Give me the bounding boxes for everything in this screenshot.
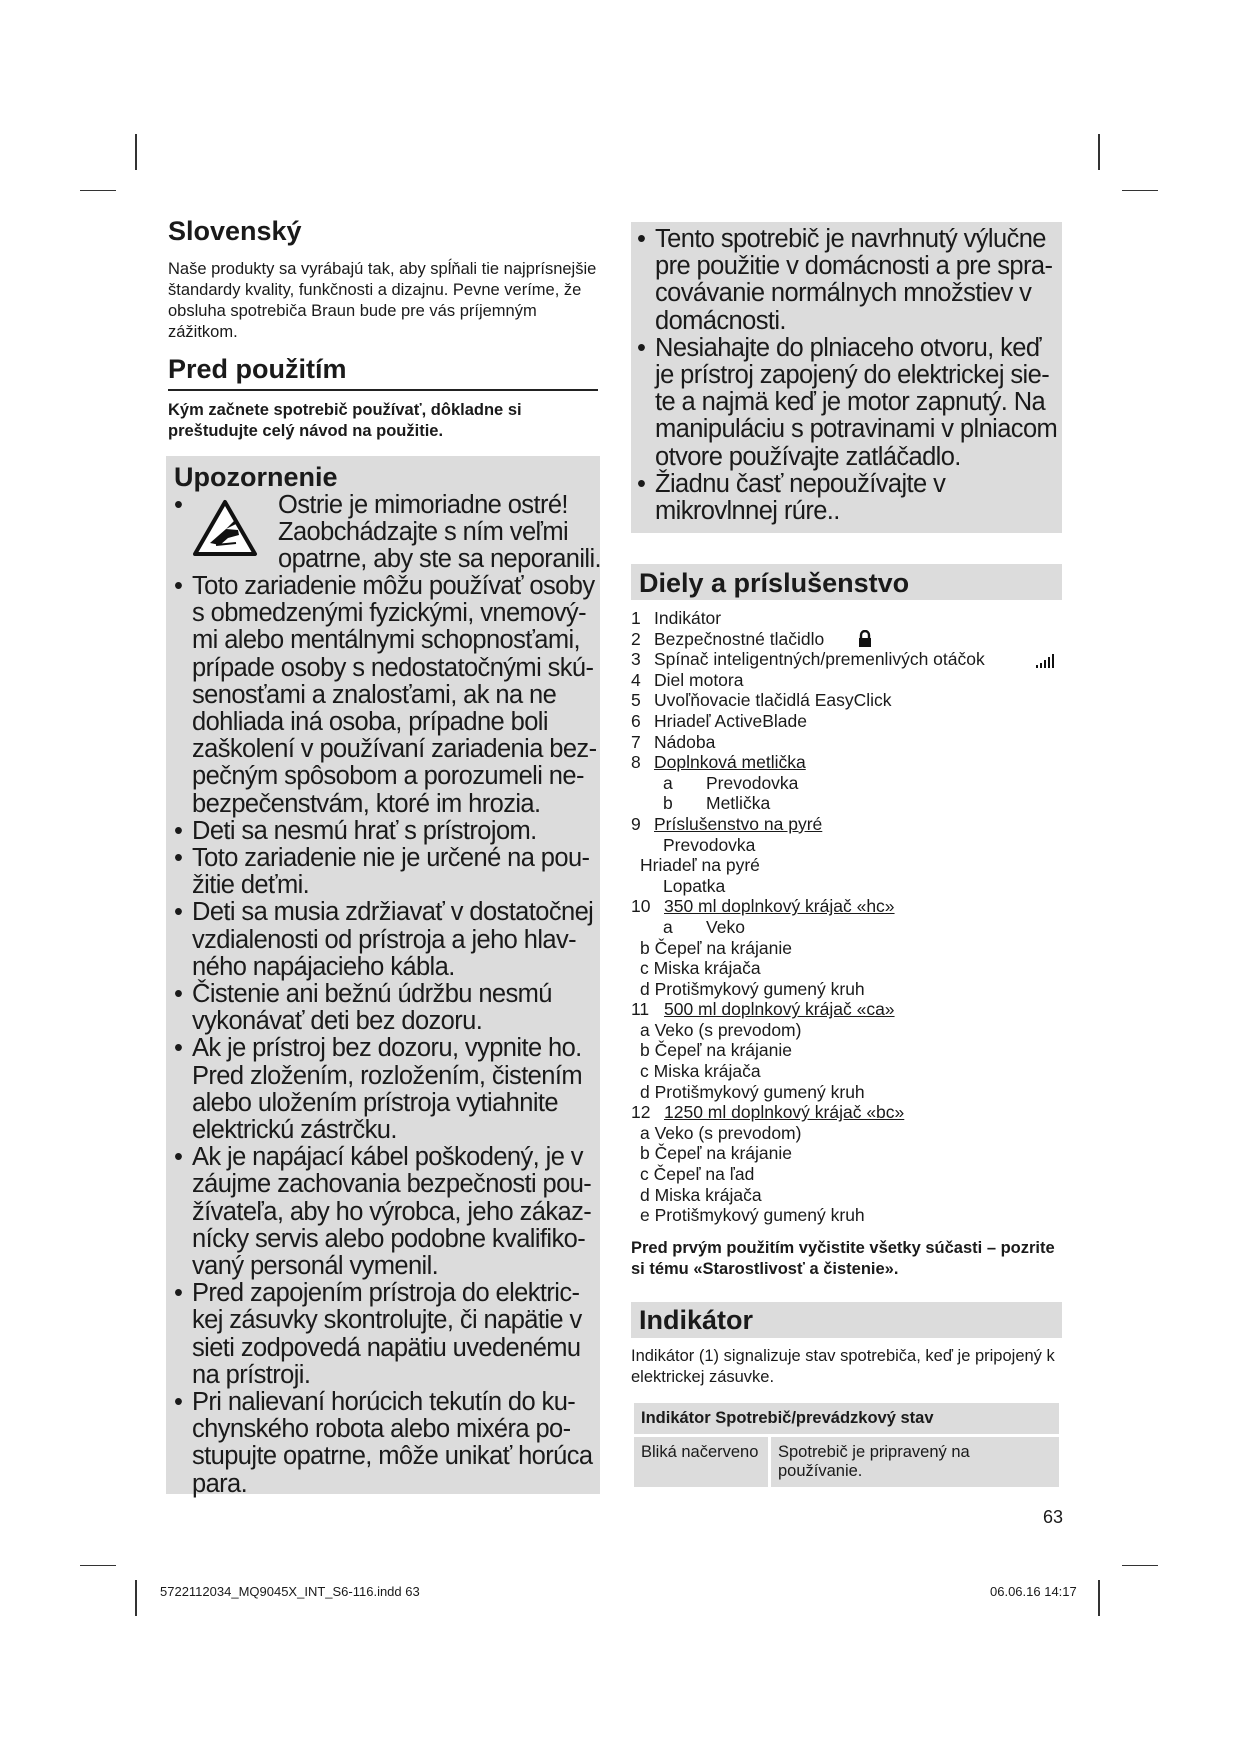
part-label: Nádoba bbox=[654, 731, 716, 752]
first-use-note: Pred prvým použitím vyčistite všetky súčasti – pozrite si tému «Starostlivosť a čistenie». bbox=[631, 1239, 1055, 1278]
part-label: Prevodovka bbox=[706, 772, 799, 793]
part-label: c Miska krájača bbox=[640, 1061, 761, 1082]
crop-mark bbox=[80, 190, 116, 191]
part-item bbox=[631, 1082, 1061, 1103]
part-number: 11 bbox=[631, 999, 650, 1020]
warning-item: Pri nalievaní horúcich tekutín do ku- chynského robota alebo mixéra po- stupujte opatrne, môže unikať horúca para. bbox=[192, 1388, 593, 1498]
crop-mark bbox=[1122, 1565, 1158, 1566]
bullet: • bbox=[174, 816, 183, 845]
part-label: Indikátor bbox=[654, 608, 722, 628]
part-label: d Protišmykový gumený kruh bbox=[640, 978, 865, 999]
bullet: • bbox=[174, 980, 183, 1008]
part-number: 5 bbox=[631, 690, 641, 711]
part-label: Veko bbox=[706, 916, 745, 937]
part-number: 7 bbox=[631, 731, 641, 752]
intro-text: Naše produkty sa vyrábajú tak, aby spĺňali tie najprísnejšie štandardy kvality, funkčnosti a dizajnu. Pevne veríme, že obsluha spotrebiča Braun bude pre vás príjemným zážitkom. bbox=[168, 260, 597, 341]
section-title-before-use: Pred použitím bbox=[168, 354, 598, 391]
indicator-text: Indikátor (1) signalizuje stav spotrebiča, keď je pripojený k elektrickej zásuvke. bbox=[631, 1347, 1055, 1386]
table-header: Indikátor Spotrebič/prevádzkový stav bbox=[633, 1402, 1061, 1436]
warning-item: Deti sa musia zdržiavať v dostatočnej vzdialenosti od prístroja a jeho hlav- ného napájacieho kábla. bbox=[192, 898, 594, 981]
part-number: b bbox=[663, 793, 673, 814]
parts-section-title: Diely a príslušenstvo bbox=[639, 568, 910, 598]
bullet: • bbox=[174, 844, 183, 872]
bullet: • bbox=[174, 491, 183, 519]
part-number: a bbox=[663, 916, 673, 937]
crop-mark bbox=[1122, 190, 1158, 191]
warning-item: Nesiahajte do plniaceho otvoru, keď je prístroj zapojený do elektrickej sie- te a najmä keď je motor zapnutý. Na manipuláciu s potravinami v plniacom otvore používajte zatláčadlo. bbox=[655, 333, 1058, 471]
part-item bbox=[631, 670, 1061, 691]
part-item bbox=[631, 938, 1061, 959]
warning-item: Deti sa nesmú hrať s prístrojom. bbox=[192, 816, 537, 845]
table-cell-state: Spotrebič je pripravený na používanie. bbox=[770, 1436, 1061, 1489]
part-item bbox=[631, 752, 1061, 773]
warning-item: Tento spotrebič je navrhnutý výlučne pre použitie v domácnosti a pre spra- covávanie normálnych množstiev v domácnosti. bbox=[655, 225, 1053, 335]
part-item bbox=[631, 711, 1061, 732]
part-item bbox=[631, 1040, 1061, 1061]
crop-mark bbox=[80, 1565, 116, 1566]
part-item bbox=[631, 917, 1061, 938]
part-number: 1 bbox=[631, 608, 641, 628]
warning-item: Ak je napájací kábel poškodený, je v záujme zachovania bezpečnosti pou- žívateľa, aby ho výrobca, jeho zákaz- nícky servis alebo podobne kvalifiko- vaný personál vymenil. bbox=[192, 1143, 592, 1280]
part-label: a Veko (s prevodom) bbox=[640, 1019, 802, 1040]
part-label: Diel motora bbox=[654, 669, 744, 690]
part-item bbox=[631, 999, 1061, 1020]
part-item bbox=[631, 958, 1061, 979]
warning-item: Čistenie ani bežnú údržbu nesmú vykonávať deti bez dozoru. bbox=[192, 980, 552, 1036]
warning-title: Upozornenie bbox=[174, 462, 338, 492]
part-item bbox=[631, 835, 1061, 856]
parts-section-header bbox=[631, 564, 1062, 600]
bullet: • bbox=[174, 572, 183, 600]
part-label: c Miska krájača bbox=[640, 958, 761, 979]
part-label: Metlička bbox=[706, 793, 771, 814]
warning-item: Žiadnu časť nepoužívajte v mikrovlnnej rúre.. bbox=[655, 469, 946, 525]
part-label: e Protišmykový gumený kruh bbox=[640, 1205, 865, 1226]
read-manual-note: Kým začnete spotrebič používať, dôkladne si preštudujte celý návod na použitie. bbox=[168, 401, 522, 440]
part-number: 4 bbox=[631, 669, 641, 690]
page-number: 63 bbox=[1043, 1507, 1064, 1527]
bullet: • bbox=[174, 1279, 183, 1308]
part-label: Doplnková metlička bbox=[654, 752, 806, 773]
lock-icon bbox=[858, 630, 872, 648]
part-number: 6 bbox=[631, 710, 641, 731]
indicator-section-title: Indikátor bbox=[639, 1305, 754, 1335]
part-number: 3 bbox=[631, 649, 641, 670]
warning-item: Toto zariadenie nie je určené na pou- žitie deťmi. bbox=[192, 844, 590, 900]
part-label: d Protišmykový gumený kruh bbox=[640, 1081, 865, 1102]
bullet: • bbox=[174, 1143, 183, 1172]
part-item bbox=[631, 649, 1061, 670]
part-label: Hriadeľ ActiveBlade bbox=[654, 710, 807, 731]
indicator-section-header bbox=[631, 1302, 1062, 1338]
part-item bbox=[631, 1185, 1061, 1206]
part-number: 2 bbox=[631, 628, 641, 649]
part-item bbox=[631, 629, 1061, 650]
part-item bbox=[631, 732, 1061, 753]
part-number: 12 bbox=[631, 1102, 651, 1123]
part-label: b Čepeľ na krájanie bbox=[640, 1143, 793, 1164]
part-label: Uvoľňovacie tlačidlá EasyClick bbox=[654, 690, 892, 711]
part-item bbox=[631, 1143, 1061, 1164]
part-number: 10 bbox=[631, 896, 651, 917]
part-item bbox=[631, 1061, 1061, 1082]
bullet: • bbox=[174, 1388, 183, 1416]
part-label: a Veko (s prevodom) bbox=[640, 1122, 802, 1143]
sharp-blade-warning-icon bbox=[192, 499, 258, 557]
part-label: 500 ml doplnkový krájač «ca» bbox=[664, 999, 895, 1020]
bullet: • bbox=[637, 225, 646, 253]
bullet: • bbox=[174, 1034, 183, 1063]
warning-item-blade: Ostrie je mimoriadne ostré! Zaobchádzajte s ním veľmi opatrne, aby ste sa neporanili. bbox=[278, 491, 602, 574]
table-cell-indicator: Bliká načerveno bbox=[633, 1436, 770, 1489]
part-label: Bezpečnostné tlačidlo bbox=[654, 628, 825, 649]
part-item bbox=[631, 855, 1061, 876]
part-item bbox=[631, 608, 1061, 629]
part-label: Prevodovka bbox=[663, 834, 756, 855]
bullet: • bbox=[174, 898, 183, 927]
part-item bbox=[631, 793, 1061, 814]
part-label: Lopatka bbox=[663, 875, 726, 896]
part-item bbox=[631, 1102, 1061, 1123]
indicator-table bbox=[631, 1400, 1062, 1490]
footer-date: 06.06.16 14:17 bbox=[990, 1584, 1077, 1599]
part-item bbox=[631, 773, 1061, 794]
part-label: b Čepeľ na krájanie bbox=[640, 1040, 793, 1061]
table-header-row bbox=[633, 1402, 1061, 1436]
part-label: Spínač inteligentných/premenlivých otáčok bbox=[654, 649, 985, 670]
part-label: Príslušenstvo na pyré bbox=[654, 813, 823, 834]
part-label: 350 ml doplnkový krájač «hc» bbox=[664, 896, 895, 917]
part-item bbox=[631, 1205, 1061, 1226]
part-item bbox=[631, 1020, 1061, 1041]
part-item bbox=[631, 1123, 1061, 1144]
footer-file: 5722112034_MQ9045X_INT_S6-116.indd 63 bbox=[160, 1584, 420, 1599]
bullet: • bbox=[637, 469, 646, 498]
part-number: 9 bbox=[631, 813, 641, 834]
part-item bbox=[631, 876, 1061, 897]
warning-item: Toto zariadenie môžu používať osoby s obmedzenými fyzickými, vnemový- mi alebo mentálnymi schopnosťami, prípade osoby s nedostatočnými skú- senosťami a znalosťami, ak na ne dohliada iná osoba, prípadne boli zaškolení v používaní zariadenia bez- pečným spôsobom a porozumeli ne- bezpečenstvám, ktoré im hrozia. bbox=[192, 572, 597, 818]
part-item bbox=[631, 979, 1061, 1000]
crop-mark bbox=[135, 1580, 137, 1616]
part-label: 1250 ml doplnkový krájač «bc» bbox=[664, 1102, 905, 1123]
table-row bbox=[633, 1436, 1061, 1489]
part-item bbox=[631, 896, 1061, 917]
part-label: b Čepeľ na krájanie bbox=[640, 937, 793, 958]
part-label: c Čepeľ na ľad bbox=[640, 1164, 755, 1185]
crop-mark bbox=[135, 134, 137, 170]
part-number: 8 bbox=[631, 752, 641, 773]
part-number: a bbox=[663, 772, 673, 793]
part-item bbox=[631, 1164, 1061, 1185]
part-item bbox=[631, 814, 1061, 835]
warning-item: Ak je prístroj bez dozoru, vypnite ho. Pred zložením, rozložením, čistením alebo uložením prístroja vytiahnite elektrickú zástrčku. bbox=[192, 1034, 582, 1144]
crop-mark bbox=[1098, 1580, 1100, 1616]
bullet: • bbox=[637, 333, 646, 362]
crop-mark bbox=[1098, 134, 1100, 170]
part-label: Hriadeľ na pyré bbox=[640, 855, 760, 876]
page-title: Slovenský bbox=[168, 216, 302, 246]
part-item bbox=[631, 690, 1061, 711]
warning-item: Pred zapojením prístroja do elektric- kej zásuvky skontrolujte, či napätie v sieti zodpovedá napätiu uvedenému na prístroji. bbox=[192, 1279, 582, 1389]
part-label: d Miska krájača bbox=[640, 1184, 762, 1205]
parts-list bbox=[631, 608, 1061, 1226]
speed-bars-icon bbox=[1036, 652, 1058, 668]
